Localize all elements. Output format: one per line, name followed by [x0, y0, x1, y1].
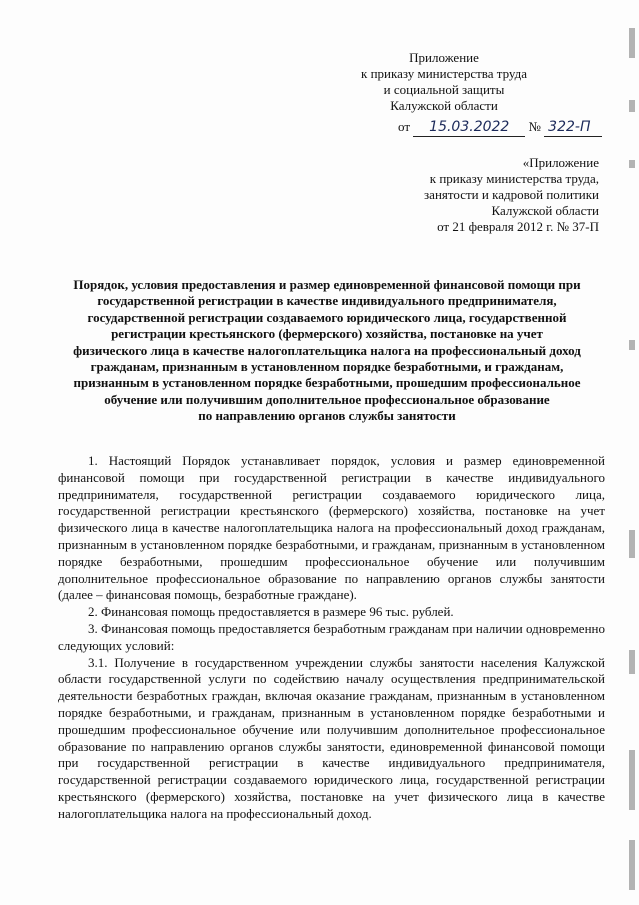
title-line: регистрации крестьянского (фермерского) хозяйства, постановке на учет: [111, 326, 543, 342]
paragraph-3: 3. Финансовая помощь предоставляется безработным гражданам при наличии одновременно следующих условий:: [58, 620, 605, 653]
title-line: гражданам, признанным в установленном порядке безработными, и гражданам,: [90, 359, 564, 375]
title-line: государственной регистрации создаваемого юридического лица, государственной: [87, 309, 567, 325]
title-line: по направлению органов службы занятости: [198, 408, 456, 424]
appendix-header-line: к приказу министерства труда: [361, 66, 527, 81]
appendix-header-line: Приложение: [409, 50, 479, 65]
paragraph-3-1: 3.1. Получение в государственном учреждении службы занятости населения Калужской области государственной услуги по содействию началу осуществления предпринимательской деятельности безработных граждан, включая оказание гражданам, признанным в установленном порядке безработными, и гражданам, признанным в установленном порядке безработными и прошедшим профессиональное обучение или получившим дополнительное профессиональное образование по направлению органов службы занятости, единовременной финансовой помощи при государственной регистрации в качестве индивидуального предпринимателя, государственной регистрации создаваемого юридического лица, государственной регистрации крестьянского (фермерского) хозяйства, постановке на учет физического лица в качестве налогоплательщика налога на профессиональный доход.: [58, 654, 605, 821]
title-line: государственной регистрации в качестве индивидуального предпринимателя,: [97, 293, 557, 309]
appendix-header-line: и социальной защиты: [383, 82, 505, 97]
title-line: обучение или получившим дополнительное профессиональное образование: [104, 391, 550, 407]
order-reference: [398, 118, 602, 137]
prior-appendix-line: к приказу министерства труда,: [429, 171, 599, 186]
appendix-header: [361, 50, 527, 114]
title-line: Порядок, условия предоставления и размер единовременной финансовой помощи при: [73, 277, 581, 292]
prior-appendix-line: от 21 февраля 2012 г. № 37-П: [437, 219, 599, 234]
prior-appendix-line: «Приложение: [522, 155, 599, 170]
document-body: [58, 453, 605, 823]
paragraph-2: 2. Финансовая помощь предоставляется в размере 96 тыс. рублей.: [88, 604, 454, 620]
prior-appendix-reference: [424, 155, 599, 235]
prior-appendix-line: Калужской области: [491, 203, 599, 218]
order-number-label: №: [528, 119, 541, 134]
order-date-handwritten: 15.03.2022: [413, 118, 525, 137]
appendix-header-line: Калужской области: [390, 98, 498, 113]
scan-edge-artifacts: [623, 10, 635, 900]
paragraph-1: 1. Настоящий Порядок устанавливает порядок, условия и размер единовременной финансовой помощи при государственной регистрации в качестве индивидуального предпринимателя, государственной регистрации создаваемого юридического лица, государственной регистрации крестьянского (фермерского) хозяйства, постановке на учет физического лица в качестве налогоплательщика налога на профессиональный доход гражданам, признанным в установленном порядке безработными, и гражданам, признанным в установленном порядке безработными, прошедшим профессиональное обучение или получившим дополнительное профессиональное образование по направлению органов службы занятости (далее – финансовая помощь, безработные граждане).: [58, 453, 605, 603]
prior-appendix-line: занятости и кадровой политики: [424, 187, 599, 202]
title-line: признанным в установленном порядке безработными, прошедшим профессиональное: [73, 375, 581, 391]
document-title: [48, 277, 606, 425]
title-line: физического лица в качестве налогоплательщика налога на профессиональный доход: [73, 342, 581, 358]
order-number-handwritten: 322-П: [544, 118, 602, 137]
order-date-prefix: от: [398, 119, 411, 134]
